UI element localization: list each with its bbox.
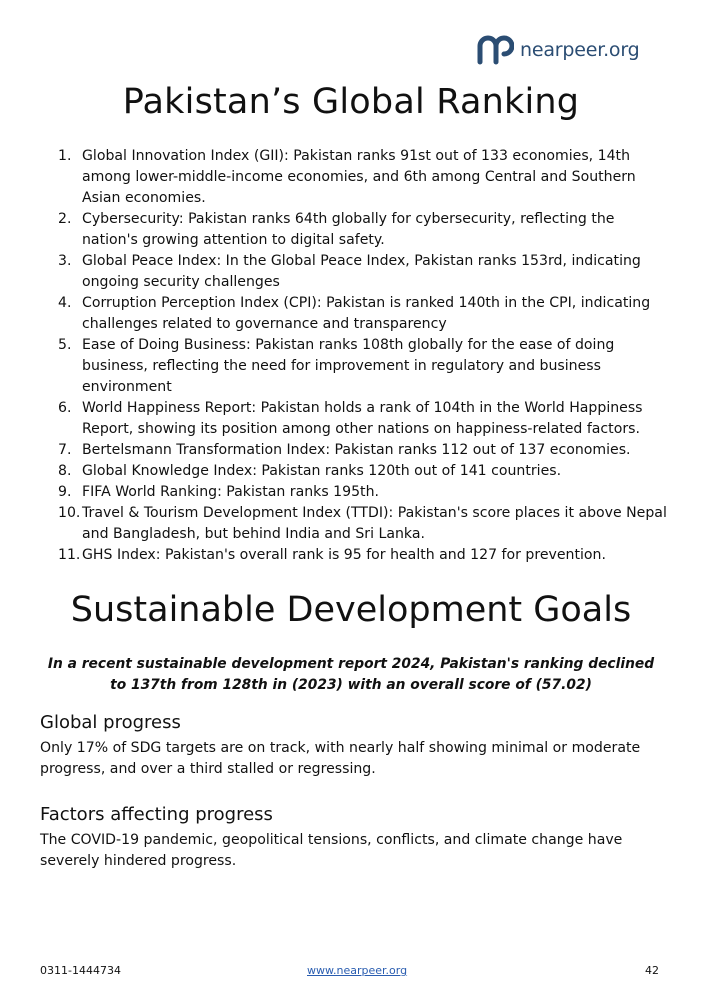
- list-item-text: World Happiness Report: Pakistan holds a rank of 104th in the World Happiness Report, showing its position among other nations on happiness-related factors.: [82, 400, 643, 437]
- factors-heading: Factors affecting progress: [40, 804, 273, 825]
- list-number: 3.: [58, 253, 72, 269]
- list-item-text: Ease of Doing Business: Pakistan ranks 108th globally for the ease of doing business, reflecting the need for improvement in regulatory and business environment: [82, 337, 615, 395]
- global-progress-text: Only 17% of SDG targets are on track, with nearly half showing minimal or moderate progress, and over a third stalled or regressing.: [40, 740, 641, 777]
- list-item: [40, 545, 670, 566]
- list-item: [40, 293, 670, 335]
- nearpeer-logo[interactable]: [476, 32, 640, 68]
- logo-text: nearpeer.org: [520, 39, 640, 61]
- list-item-text: Cybersecurity: Pakistan ranks 64th globally for cybersecurity, reflecting the nation's growing attention to digital safety.: [82, 211, 615, 248]
- page-number: 42: [645, 964, 659, 977]
- list-number: 5.: [58, 337, 72, 353]
- list-number: 6.: [58, 400, 72, 416]
- sdg-heading: Sustainable Development Goals: [70, 590, 632, 630]
- list-number: 11.: [58, 547, 81, 563]
- list-item: [40, 209, 670, 251]
- footer-website-link[interactable]: www.nearpeer.org: [307, 964, 408, 977]
- list-item: [40, 398, 670, 440]
- list-item: [40, 146, 670, 209]
- list-number: 10.: [58, 505, 81, 521]
- list-item-text: Global Peace Index: In the Global Peace Index, Pakistan ranks 153rd, indicating ongoing security challenges: [82, 253, 641, 290]
- list-number: 9.: [58, 484, 72, 500]
- nearpeer-logo-icon: [476, 32, 514, 68]
- list-item-text: GHS Index: Pakistan's overall rank is 95 for health and 127 for prevention.: [82, 547, 606, 563]
- sdg-intro: In a recent sustainable development report 2024, Pakistan's ranking declined to 137th from 128th in (2023) with an overall score of (57.02): [47, 656, 655, 693]
- list-item: [40, 251, 670, 293]
- page-title: Pakistan’s Global Ranking: [122, 82, 580, 122]
- list-item: [40, 503, 670, 545]
- global-progress-heading: Global progress: [40, 712, 181, 733]
- list-item-text: Bertelsmann Transformation Index: Pakistan ranks 112 out of 137 economies.: [82, 442, 631, 458]
- list-number: 8.: [58, 463, 72, 479]
- list-number: 1.: [58, 148, 72, 164]
- footer-phone: 0311-1444734: [40, 964, 121, 977]
- factors-text: The COVID-19 pandemic, geopolitical tensions, conflicts, and climate change have severely hindered progress.: [40, 832, 623, 869]
- list-item-text: Global Knowledge Index: Pakistan ranks 120th out of 141 countries.: [82, 463, 562, 479]
- list-item: [40, 482, 670, 503]
- list-item: [40, 335, 670, 398]
- list-item-text: FIFA World Ranking: Pakistan ranks 195th.: [82, 484, 379, 500]
- list-item: [40, 440, 670, 461]
- list-number: 7.: [58, 442, 72, 458]
- list-item: [40, 461, 670, 482]
- list-item-text: Global Innovation Index (GII): Pakistan ranks 91st out of 133 economies, 14th among lower-middle-income economies, and 6th among Central and Southern Asian economies.: [82, 148, 636, 206]
- ranking-list: [40, 146, 670, 566]
- list-number: 2.: [58, 211, 72, 227]
- list-item-text: Corruption Perception Index (CPI): Pakistan is ranked 140th in the CPI, indicating challenges related to governance and transparency: [82, 295, 651, 332]
- list-item-text: Travel & Tourism Development Index (TTDI): Pakistan's score places it above Nepal and Bangladesh, but behind India and Sri Lanka.: [82, 505, 667, 542]
- list-number: 4.: [58, 295, 72, 311]
